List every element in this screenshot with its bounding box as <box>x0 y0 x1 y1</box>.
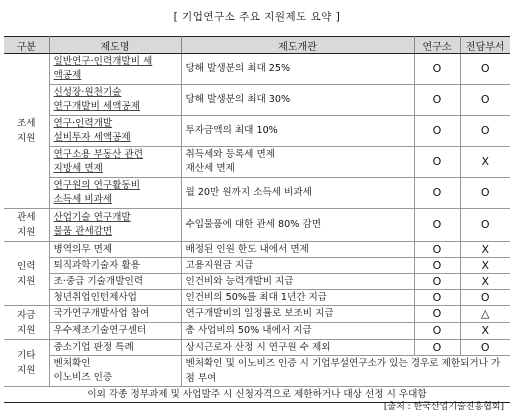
dept-eligibility-cell: O <box>460 54 510 85</box>
table-row <box>4 116 510 147</box>
table-row <box>4 323 510 340</box>
program-name-cell: 일반연구·인력개발비 세 액공제 <box>49 54 181 85</box>
overview-cell: 수입물품에 대한 관세 80% 감면 <box>181 209 414 242</box>
header-lab: 연구소 <box>414 37 460 54</box>
program-name-cell: 연구·인력개발 설비투자 세액공제 <box>49 116 181 147</box>
dept-eligibility-cell: O <box>460 209 510 242</box>
header-row <box>4 37 510 54</box>
table-row <box>4 209 510 242</box>
overview-cell: 고용지원금 지급 <box>181 258 414 274</box>
category-cell: 관세 지원 <box>4 209 49 242</box>
dept-eligibility-cell: O <box>460 85 510 116</box>
category-cell: 기타 지원 <box>4 340 49 387</box>
lab-eligibility-cell: O <box>414 147 460 178</box>
lab-eligibility-cell: O <box>414 274 460 290</box>
table-row <box>4 242 510 258</box>
lab-eligibility-cell: O <box>414 209 460 242</box>
table-row <box>4 340 510 356</box>
program-name-cell: 연구소용 부동산 관련 지방세 면제 <box>49 147 181 178</box>
program-name-cell: 국가연구개발사업 참여 <box>49 306 181 323</box>
lab-eligibility-cell: O <box>414 242 460 258</box>
program-name-cell: 연구원의 연구활동비 소득세 비과세 <box>49 178 181 209</box>
program-name-cell: 우수제조기술연구센터 <box>49 323 181 340</box>
table-row <box>4 290 510 306</box>
overview-cell: 월 20만 원까지 소득세 비과세 <box>181 178 414 209</box>
category-cell: 조세 지원 <box>4 54 49 209</box>
lab-eligibility-cell: O <box>414 258 460 274</box>
overview-cell: 당해 발생분의 최대 30% <box>181 85 414 116</box>
overview-cell: 배정된 인원 한도 내에서 면제 <box>181 242 414 258</box>
support-programs-table <box>4 36 510 403</box>
table-row <box>4 147 510 178</box>
overview-cell: 당해 발생분의 최대 25% <box>181 54 414 85</box>
table-row <box>4 54 510 85</box>
lab-eligibility-cell: O <box>414 290 460 306</box>
overview-cell: 인건비와 능력개발비 지급 <box>181 274 414 290</box>
program-name-cell: 병역의무 면제 <box>49 242 181 258</box>
program-name-cell: 벤처확인 이노비즈 인증 <box>49 356 181 387</box>
source-note: [출처 : 한국산업기술진흥협회] <box>383 402 504 412</box>
table-title: [ 기업연구소 주요 지원제도 요약 ] <box>173 11 341 23</box>
program-name-cell: 신성장·원천기술 연구개발비 세액공제 <box>49 85 181 116</box>
overview-cell: 총 사업비의 50% 내에서 지급 <box>181 323 414 340</box>
table-row <box>4 178 510 209</box>
overview-cell: 상시근로자 산정 시 연구원 수 제외 <box>181 340 414 356</box>
lab-eligibility-cell: O <box>414 306 460 323</box>
table-row <box>4 306 510 323</box>
overview-cell: 인건비의 50%를 최대 1년간 지급 <box>181 290 414 306</box>
lab-eligibility-cell: O <box>414 85 460 116</box>
dept-eligibility-cell: X <box>460 242 510 258</box>
header-program-name: 제도명 <box>49 37 181 54</box>
table-row <box>4 274 510 290</box>
lab-eligibility-cell: O <box>414 178 460 209</box>
overview-cell: 투자금액의 최대 10% <box>181 116 414 147</box>
program-name-cell: 퇴직과학기술자 활용 <box>49 258 181 274</box>
program-name-cell: 조·중급 기술개발인력 <box>49 274 181 290</box>
dept-eligibility-cell: O <box>460 340 510 356</box>
program-name-cell: 중소기업 판정 특례 <box>49 340 181 356</box>
dept-eligibility-cell: O <box>460 290 510 306</box>
category-cell: 인력 지원 <box>4 242 49 306</box>
dept-eligibility-cell: X <box>460 323 510 340</box>
dept-eligibility-cell: X <box>460 147 510 178</box>
table-row <box>4 85 510 116</box>
program-name-cell: 청년취업인턴제사업 <box>49 290 181 306</box>
dept-eligibility-cell: O <box>460 116 510 147</box>
dept-eligibility-cell: O <box>460 178 510 209</box>
table-row <box>4 258 510 274</box>
lab-eligibility-cell: O <box>414 116 460 147</box>
dept-eligibility-cell: X <box>460 274 510 290</box>
header-dept: 전담부서 <box>460 37 510 54</box>
lab-eligibility-cell: O <box>414 54 460 85</box>
dept-eligibility-cell: X <box>460 258 510 274</box>
lab-eligibility-cell: O <box>414 340 460 356</box>
table-row <box>4 356 510 387</box>
overview-cell: 벤처확인 및 이노비즈 인증 시 기업부설연구소가 있는 경우로 제한되거나 가점 부여 <box>181 356 510 387</box>
header-overview: 제도개관 <box>181 37 414 54</box>
overview-cell: 연구개발비의 일정률로 보조비 지급 <box>181 306 414 323</box>
header-category: 구분 <box>4 37 49 54</box>
category-cell: 자금 지원 <box>4 306 49 340</box>
lab-eligibility-cell: O <box>414 323 460 340</box>
overview-cell: 취득세와 등록세 면제 재산세 면제 <box>181 147 414 178</box>
note-cell: 이외 각종 정부과제 및 사업발주 시 신청자격으로 제한하거나 대상 선정 시 우대함 <box>4 387 510 403</box>
program-name-cell: 산업기술 연구개발 물품 관세감면 <box>49 209 181 242</box>
dept-eligibility-cell: △ <box>460 306 510 323</box>
